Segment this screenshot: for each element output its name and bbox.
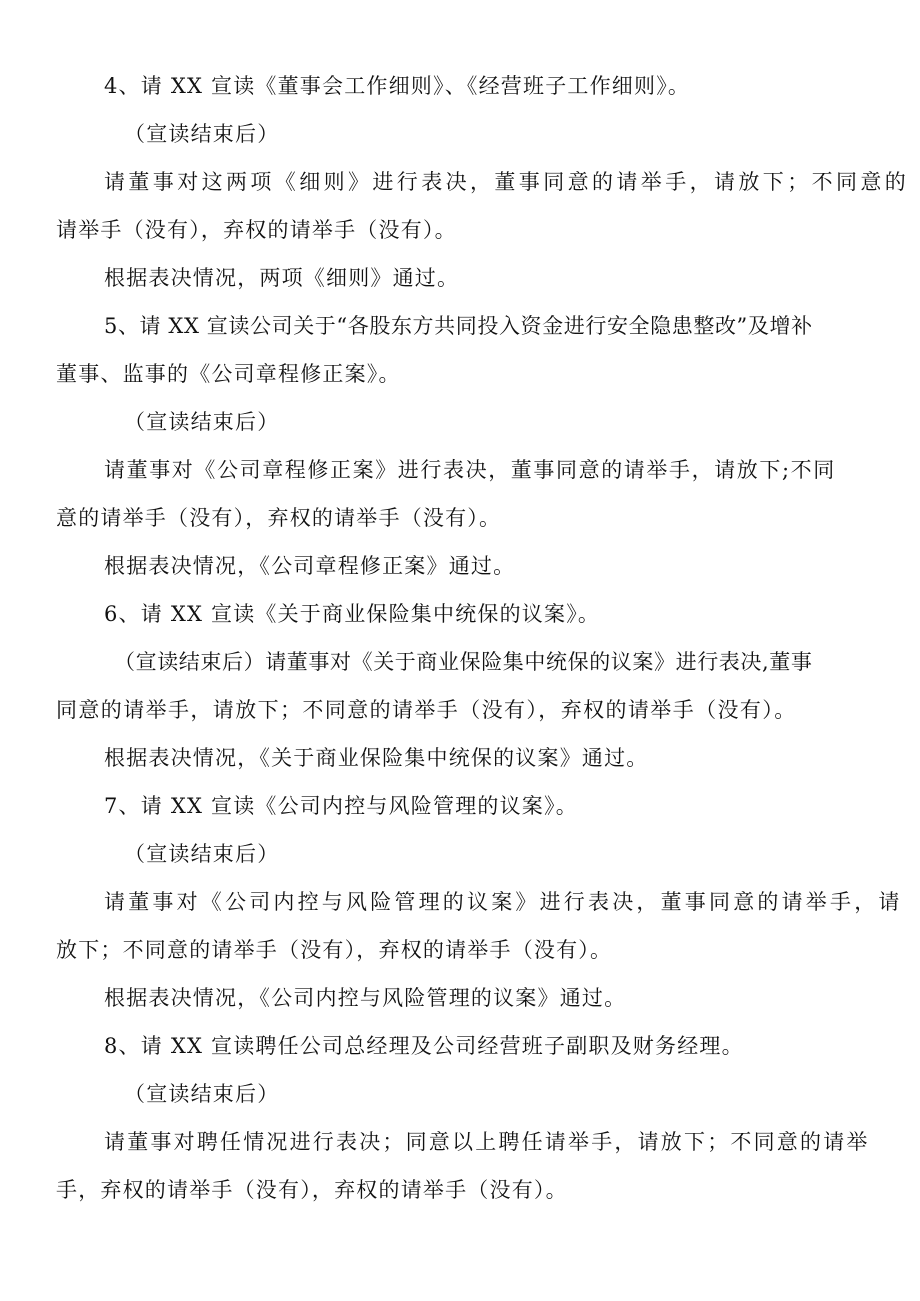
vote-paragraph-line: 意的请举手（没有），弃权的请举手（没有）。 bbox=[56, 506, 502, 530]
vote-paragraph-line: 请董事对《公司内控与风险管理的议案》进行表决，董事同意的请举手，请 bbox=[104, 890, 903, 914]
item-8-heading: 8、请 XX 宣读聘任公司总经理及公司经营班子副职及财务经理。 bbox=[104, 1034, 744, 1058]
item-5-heading-continued: 董事、监事的《公司章程修正案》。 bbox=[56, 362, 401, 386]
reading-ended-note: （宣读结束后） bbox=[124, 122, 280, 146]
vote-paragraph-line: 请董事对聘任情况进行表决；同意以上聘任请举手，请放下；不同意的请举 bbox=[104, 1130, 870, 1154]
item-6-heading: 6、请 XX 宣读《关于商业保险集中统保的议案》。 bbox=[104, 602, 601, 626]
vote-result: 根据表决情况，两项《细则》通过。 bbox=[104, 266, 460, 290]
vote-result: 根据表决情况，《公司章程修正案》通过。 bbox=[104, 554, 516, 578]
vote-result: 根据表决情况，《公司内控与风险管理的议案》通过。 bbox=[104, 986, 627, 1010]
reading-ended-note: （宣读结束后） bbox=[124, 410, 280, 434]
item-4-heading: 4、请 XX 宣读《董事会工作细则》、《经营班子工作细则》。 bbox=[104, 74, 691, 98]
vote-paragraph-line: 放下；不同意的请举手（没有），弃权的请举手（没有）。 bbox=[56, 938, 613, 962]
vote-result: 根据表决情况，《关于商业保险集中统保的议案》通过。 bbox=[104, 746, 649, 770]
vote-paragraph-line: 手，弃权的请举手（没有），弃权的请举手（没有）。 bbox=[56, 1178, 568, 1202]
vote-paragraph-line: （宣读结束后）请董事对《关于商业保险集中统保的议案》进行表决,董事 bbox=[114, 650, 813, 674]
vote-paragraph-line: 请举手（没有），弃权的请举手（没有）。 bbox=[56, 218, 457, 242]
reading-ended-note: （宣读结束后） bbox=[124, 1082, 280, 1106]
item-7-heading: 7、请 XX 宣读《公司内控与风险管理的议案》。 bbox=[104, 794, 578, 818]
vote-paragraph-line: 请董事对这两项《细则》进行表决，董事同意的请举手，请放下；不同意的 bbox=[104, 170, 910, 194]
item-5-heading: 5、请 XX 宣读公司关于“各股东方共同投入资金进行安全隐患整改”及增补 bbox=[104, 314, 813, 338]
vote-paragraph-line: 请董事对《公司章程修正案》进行表决，董事同意的请举手，请放下;不同 bbox=[104, 458, 836, 482]
vote-paragraph-line: 同意的请举手，请放下；不同意的请举手（没有），弃权的请举手（没有）。 bbox=[56, 698, 797, 722]
reading-ended-note: （宣读结束后） bbox=[124, 842, 280, 866]
